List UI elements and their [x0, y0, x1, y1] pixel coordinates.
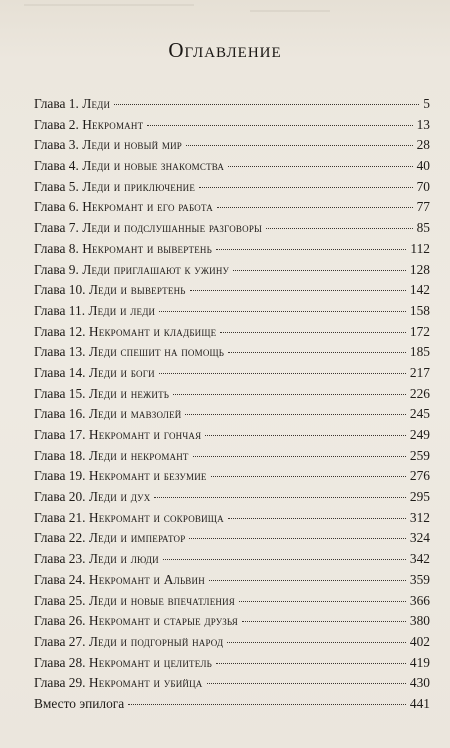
toc-entry — [34, 593, 430, 614]
chapter-name: Леди и император — [88, 530, 186, 546]
toc-entry — [34, 551, 430, 572]
toc-entry — [34, 365, 430, 386]
chapter-name: Некромант и его работа — [82, 199, 213, 215]
toc-entry-label: Глава 13. Леди спешит на помощь — [34, 344, 225, 360]
toc-entry-page-number: 217 — [409, 364, 430, 380]
toc-entry-page-number: 380 — [409, 613, 430, 629]
dot-leader — [147, 125, 412, 126]
toc-entry-label: Глава 9. Леди приглашают к ужину — [34, 261, 230, 277]
toc-entry — [34, 468, 430, 489]
chapter-name: Леди и новые знакомства — [82, 158, 225, 174]
dot-leader — [217, 207, 413, 208]
toc-entry — [34, 158, 430, 179]
toc-entry-page-number: 40 — [416, 158, 430, 174]
chapter-name: Леди и подгорный народ — [88, 633, 224, 649]
toc-entry — [34, 572, 430, 593]
toc-entry-label: Глава 3. Леди и новый мир — [34, 137, 183, 153]
page-title: Оглавление — [168, 38, 282, 62]
toc-entry-page-number: 249 — [409, 427, 430, 442]
dot-leader — [159, 311, 406, 312]
toc-entry — [34, 613, 430, 634]
toc-entry-page-number: 342 — [409, 551, 430, 567]
toc-entry — [34, 262, 430, 283]
toc-entry-page-number: 185 — [409, 344, 430, 360]
toc-entry — [34, 510, 430, 531]
toc-entry-label: Глава 26. Некромант и старые друзья — [34, 613, 238, 629]
chapter-name: Некромант и Альвин — [88, 571, 205, 587]
chapter-name: Некромант и гончая — [88, 427, 202, 442]
toc-entry-page-number: 324 — [409, 530, 430, 546]
toc-entry — [34, 386, 430, 407]
toc-entry-label: Глава 14. Леди и боги — [34, 364, 155, 380]
dot-leader — [216, 663, 406, 664]
toc-entry-label: Глава 25. Леди и новые впечатления — [34, 592, 236, 608]
chapter-name: Некромант и безумие — [88, 468, 207, 484]
toc-entry-label: Глава 7. Леди и подслушанные разговоры — [34, 220, 263, 236]
toc-entry — [34, 199, 430, 220]
toc-entry-label: Глава 11. Леди и леди — [34, 302, 156, 318]
toc-entry-page-number: 158 — [409, 302, 430, 318]
toc-entry-page-number: 312 — [409, 509, 430, 525]
dot-leader — [205, 435, 406, 436]
dot-leader — [190, 290, 406, 291]
toc-entry-label: Глава 17. Некромант и гончая — [34, 427, 202, 442]
toc-entry-page-number: 359 — [409, 571, 430, 587]
toc-entry-page-number: 128 — [409, 261, 430, 277]
bleed-through-line — [24, 4, 194, 6]
toc-entry-label: Глава 16. Леди и мавзолей — [34, 406, 182, 422]
chapter-name: Леди спешит на помощь — [88, 344, 225, 360]
toc-entry-label: Глава 12. Некромант и кладбище — [34, 323, 217, 339]
dot-leader — [239, 601, 406, 602]
toc-entry — [34, 303, 430, 324]
chapter-name: Некромант и убийца — [88, 675, 203, 691]
dot-leader — [228, 352, 406, 353]
toc-entry — [34, 137, 430, 158]
toc-entry-page-number: 441 — [409, 695, 430, 711]
chapter-name: Некромант и сокровища — [88, 509, 224, 525]
toc-entry-page-number: 366 — [409, 592, 430, 608]
dot-leader — [189, 538, 405, 539]
toc-entry — [34, 117, 430, 138]
dot-leader — [211, 476, 406, 477]
chapter-name: Леди и подслушанные разговоры — [82, 220, 263, 236]
chapter-name: Леди и дух — [88, 489, 151, 505]
toc-entry-page-number: 13 — [416, 116, 430, 132]
chapter-name: Леди и новые впечатления — [88, 592, 236, 608]
toc-entry-page-number: 142 — [409, 282, 430, 298]
toc-entry — [34, 427, 430, 448]
toc-entry — [34, 220, 430, 241]
dot-leader — [186, 145, 413, 146]
chapter-name: Леди и боги — [88, 364, 155, 380]
toc-entry-label: Глава 22. Леди и император — [34, 530, 186, 546]
chapter-name: Леди — [82, 96, 111, 111]
table-of-contents — [34, 96, 430, 717]
toc-entry-label: Глава 10. Леди и вывертень — [34, 282, 186, 298]
toc-entry-label: Глава 21. Некромант и сокровища — [34, 509, 224, 525]
dot-leader — [228, 166, 412, 167]
toc-entry-page-number: 112 — [410, 240, 430, 256]
toc-entry-label: Глава 6. Некромант и его работа — [34, 199, 213, 215]
toc-entry-label: Глава 5. Леди и приключение — [34, 178, 196, 194]
toc-entry — [34, 448, 430, 469]
dot-leader — [185, 414, 405, 415]
chapter-name: Некромант и старые друзья — [88, 613, 238, 629]
toc-entry-page-number: 430 — [409, 675, 430, 691]
toc-entry-label: Глава 2. Некромант — [34, 116, 144, 132]
dot-leader — [228, 518, 406, 519]
toc-entry-label: Глава 20. Леди и дух — [34, 489, 151, 505]
dot-leader — [159, 373, 406, 374]
toc-entry-page-number: 295 — [409, 489, 430, 505]
toc-entry-label: Глава 8. Некромант и вывертень — [34, 240, 212, 256]
chapter-name: Леди и леди — [88, 302, 156, 318]
toc-entry-page-number: 70 — [416, 178, 430, 194]
toc-entry — [34, 675, 430, 696]
toc-entry-page-number: 28 — [416, 137, 430, 153]
toc-entry — [34, 696, 430, 717]
toc-entry-label: Глава 19. Некромант и безумие — [34, 468, 207, 484]
toc-entry — [34, 489, 430, 510]
chapter-name: Леди и нежить — [88, 385, 170, 401]
toc-entry — [34, 282, 430, 303]
toc-entry-label: Глава 28. Некромант и целитель — [34, 654, 213, 670]
toc-entry-page-number: 402 — [409, 633, 430, 649]
toc-entry-page-number: 419 — [409, 654, 430, 670]
toc-entry-page-number: 85 — [416, 220, 430, 236]
toc-entry-label: Глава 4. Леди и новые знакомства — [34, 158, 225, 174]
chapter-name: Некромант — [82, 116, 144, 132]
dot-leader — [233, 270, 406, 271]
dot-leader — [207, 683, 406, 684]
toc-entry-page-number: 259 — [409, 447, 430, 463]
chapter-name: Некромант и целитель — [88, 654, 213, 670]
dot-leader — [154, 497, 405, 498]
toc-entry-label: Глава 1. Леди — [34, 96, 111, 111]
toc-entry-label: Глава 29. Некромант и убийца — [34, 675, 203, 691]
toc-entry — [34, 655, 430, 676]
chapter-name: Леди и вывертень — [88, 282, 186, 298]
toc-entry-label: Глава 24. Некромант и Альвин — [34, 571, 205, 587]
toc-entry-page-number: 245 — [409, 406, 430, 422]
chapter-name: Леди и некромант — [88, 447, 189, 463]
dot-leader — [173, 394, 406, 395]
toc-entry — [34, 324, 430, 345]
toc-entry-label: Глава 18. Леди и некромант — [34, 447, 189, 463]
toc-entry — [34, 344, 430, 365]
dot-leader — [266, 228, 413, 229]
toc-entry-page-number: 276 — [409, 468, 430, 484]
dot-leader — [227, 642, 406, 643]
chapter-name: Некромант и кладбище — [88, 323, 217, 339]
toc-entry — [34, 530, 430, 551]
chapter-name: Леди и новый мир — [82, 137, 183, 153]
toc-entry-page-number: 226 — [409, 385, 430, 401]
toc-entry — [34, 634, 430, 655]
chapter-name: Леди и приключение — [82, 178, 196, 194]
toc-entry-page-number: 5 — [423, 96, 430, 111]
toc-entry-label: Глава 27. Леди и подгорный народ — [34, 633, 224, 649]
dot-leader — [114, 104, 419, 105]
chapter-name: Леди и люди — [88, 551, 159, 567]
dot-leader — [163, 559, 406, 560]
toc-entry-label: Глава 23. Леди и люди — [34, 551, 159, 567]
dot-leader — [193, 456, 406, 457]
toc-entry-label: Вместо эпилога — [34, 695, 125, 711]
toc-entry-label: Глава 15. Леди и нежить — [34, 385, 170, 401]
chapter-name: Леди приглашают к ужину — [82, 261, 230, 277]
toc-entry-page-number: 172 — [409, 323, 430, 339]
toc-entry — [34, 179, 430, 200]
chapter-name: Леди и мавзолей — [88, 406, 182, 422]
toc-entry-page-number: 77 — [416, 199, 430, 215]
dot-leader — [242, 621, 406, 622]
toc-entry — [34, 96, 430, 117]
bleed-through-line — [250, 10, 330, 12]
dot-leader — [199, 187, 413, 188]
chapter-name: Некромант и вывертень — [82, 240, 212, 256]
toc-entry — [34, 406, 430, 427]
dot-leader — [209, 580, 406, 581]
toc-entry — [34, 241, 430, 262]
dot-leader — [128, 704, 406, 705]
dot-leader — [216, 249, 406, 250]
dot-leader — [220, 332, 406, 333]
